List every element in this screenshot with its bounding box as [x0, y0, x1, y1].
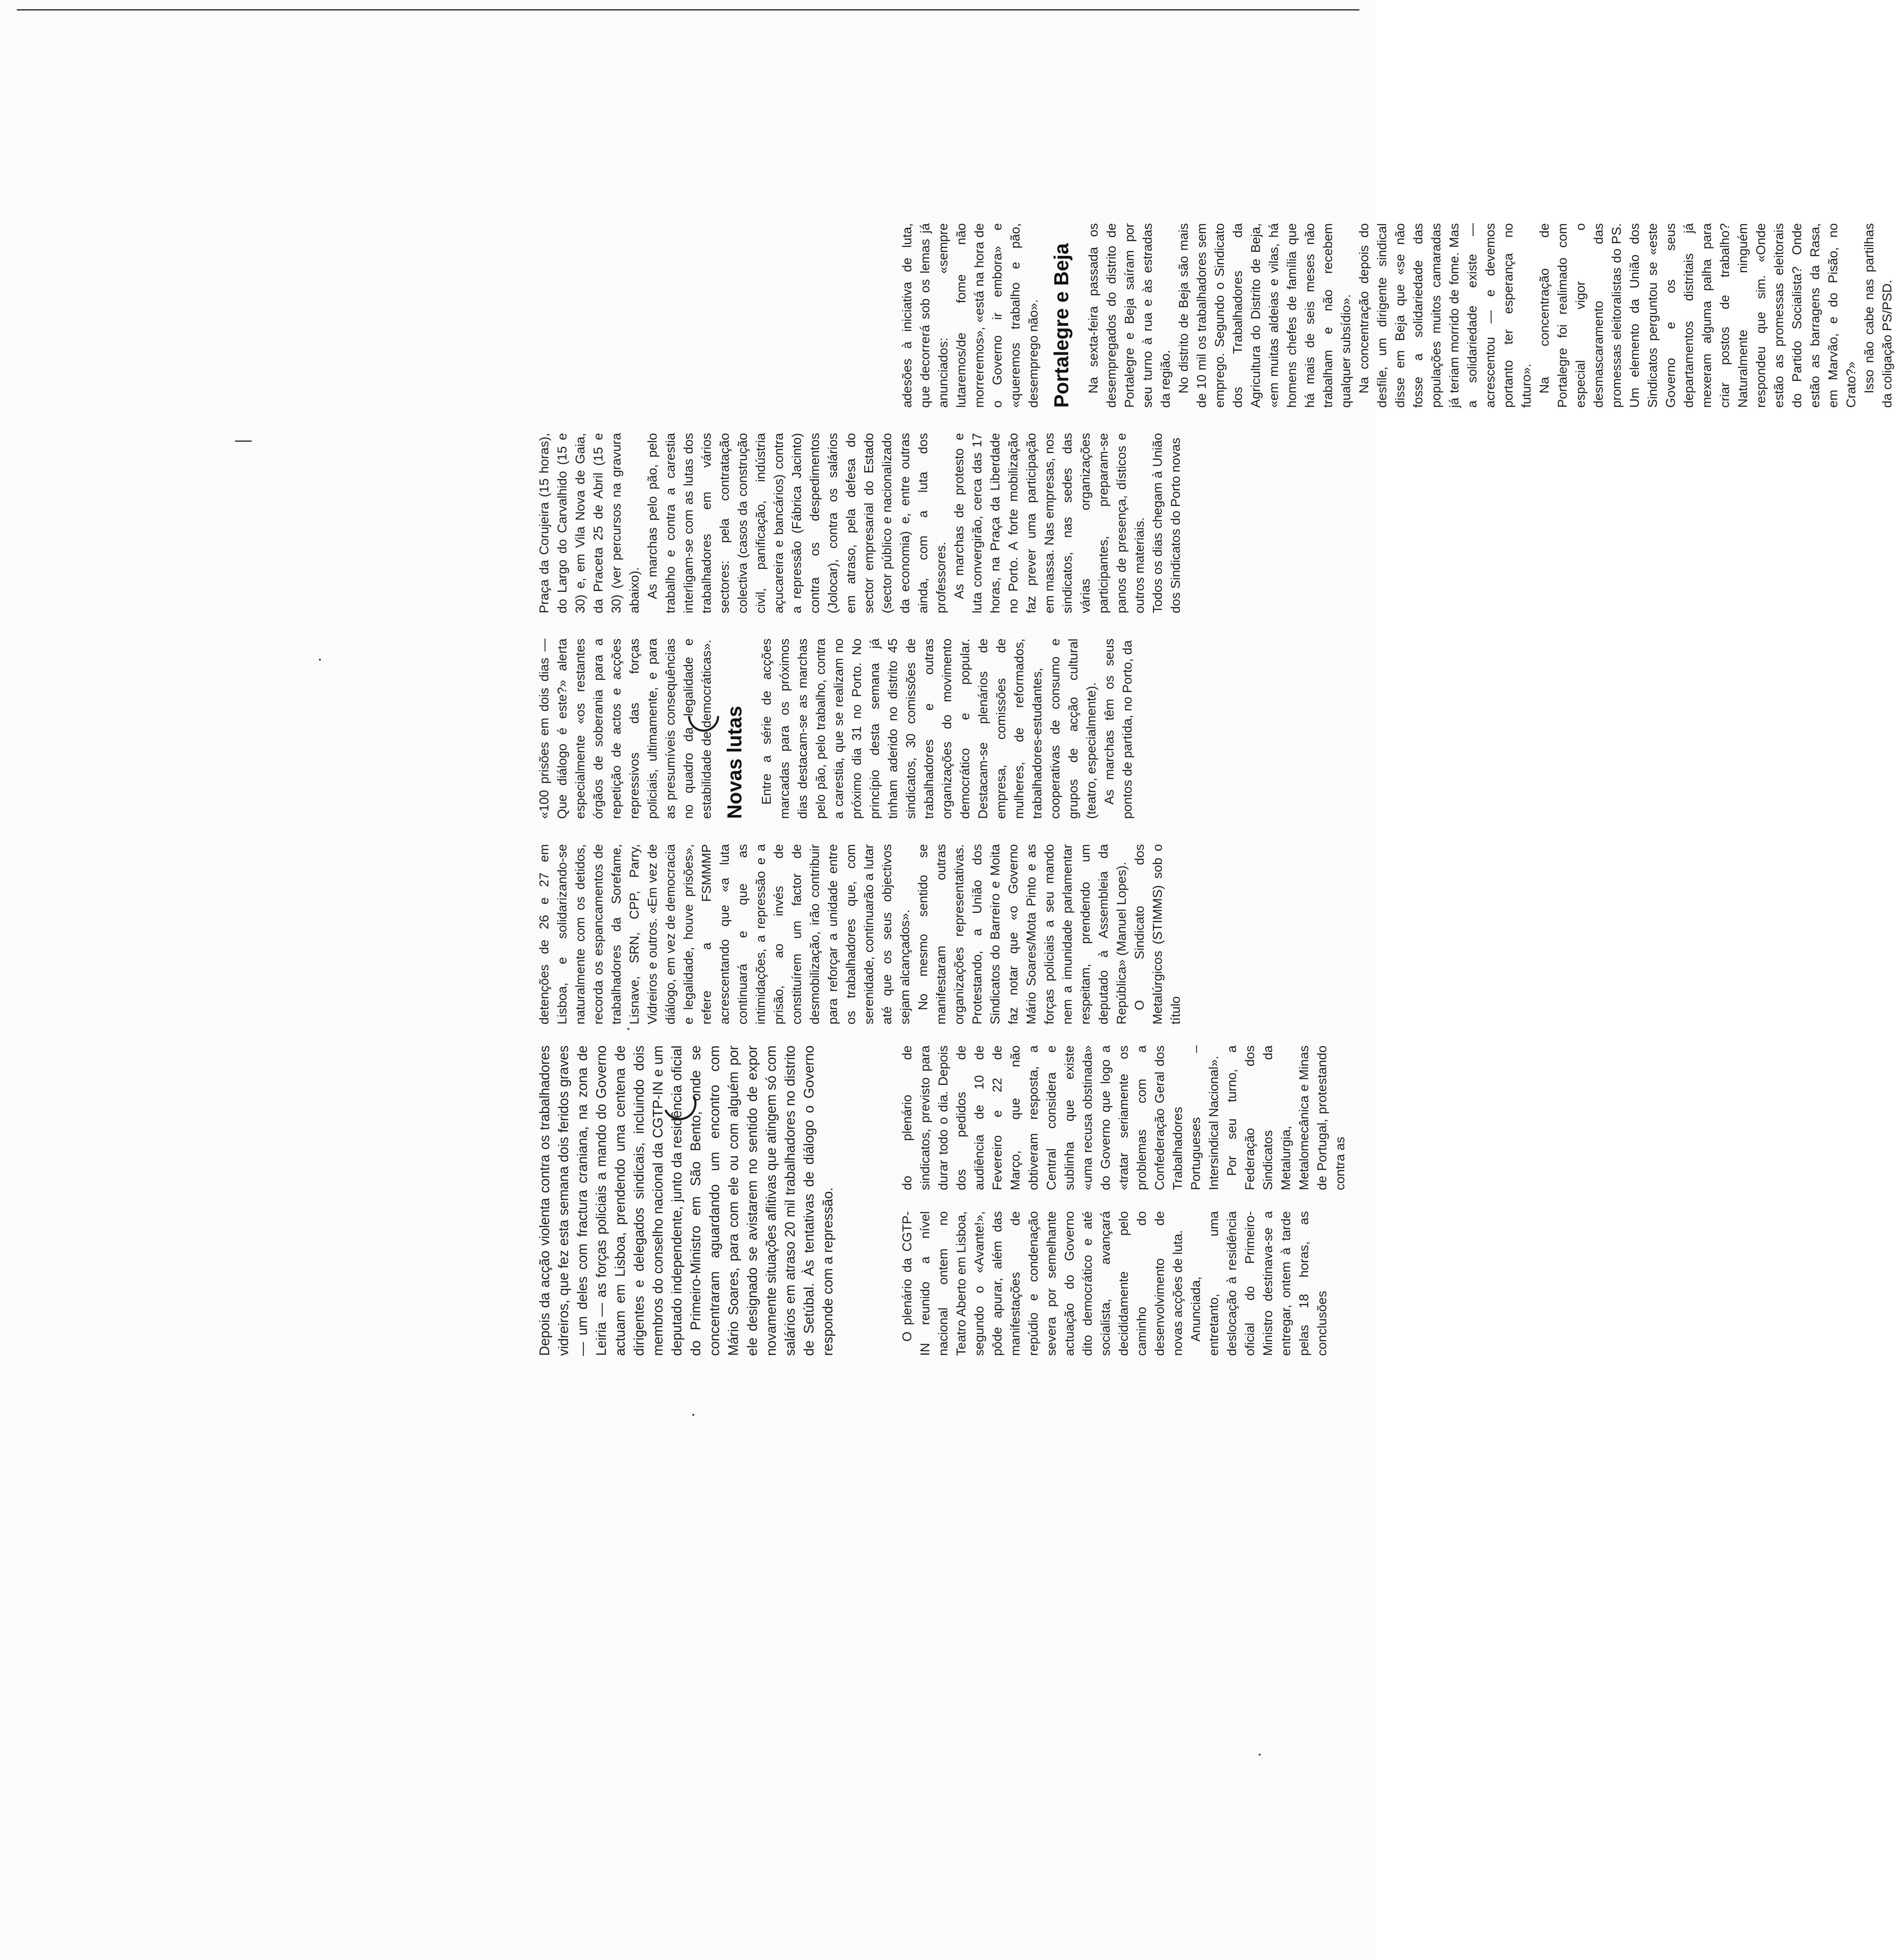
col5-paragraph: As marchas de protesto e luta convergirão, cerca das 17 horas, na Praça da Liberdade no Porto. A forte mobilização faz prever uma participação em massa. Nas empresas, nos sindicatos, nas sedes das várias organizações participantes, preparam-se panos de presença, dísticos e outros materiais. — [952, 433, 1147, 613]
col5-paragraph: Todos os dias chegam à União dos Sindicatos do Porto novas — [1150, 433, 1183, 613]
col4-intro: «100 prisões em dois dias — Que diálogo é este?» alerta especialmente «os restantes órgãos de soberania para a repetição de actos e acções repressivos das forças policiais, ultimamente, e para as presumíveis consequências no quadro da legalidade e estabilidade de democráticas». — [537, 639, 714, 819]
column-2 — [898, 1045, 1349, 1190]
col4-paragraph: Entre a série de acções marcadas para os próximos dias destacam-se as marchas pelo pão, pelo trabalho, contra a carestia, que se realizam no próximo dia 31 no Porto. No princípio desta semana já tinham aderido no distrito 45 sindicatos, 30 comissões de trabalhadores e outras organizações do movimento democrático e popular. Destacam-se plenários de empresa, comissões de mulheres, de reformados, trabalhadores-estudantes, cooperativas de consumo e grupos de acção cultural (teatro, especialmente). — [759, 639, 1098, 819]
col6-paragraph: Na sexta-feira passada os desempregados do distrito de Portalegre e Beja saíram por seu turno à rua e às estradas da região. — [1086, 223, 1173, 408]
lead-paragraph — [535, 1045, 837, 1356]
column-5 — [535, 433, 1184, 613]
col5-paragraph: Praça da Corujeira (15 horas), do Largo do Carvalhido (15 e 30) e, em Vila Nova de Gaia, da Praceta 25 de Abril (15 e 30) (ver percursos na gravura abaixo). — [537, 433, 642, 613]
col1-paragraph: O plenário da CGTP-IN reunido a nível nacional ontem no Teatro Aberto em Lisboa, segundo o «Avante!», pôde apurar, além das manifestações de repúdio e condenação severa por semelhante actuação do Governo dito democrático e até socialista, avançará decididamente pelo caminho do desenvolvimento de novas acções de luta. — [900, 1211, 1185, 1356]
col6-paragraph: Isso não cabe nas partilhas da coligação PS/PSD. — [1862, 223, 1894, 408]
col1-paragraph: Anunciada, entretanto, uma deslocação à residência oficial do Primeiro-Ministro destinava-se a entregar, ontem à tarde pelas 18 horas, as conclusões — [1188, 1211, 1329, 1356]
lead-text: Depois da acção violenta contra os trabalhadores vidreiros, que fez esta semana dois feridos graves — um deles com fractura craniana, na zona de Leiria — as forças policiais a mando do Governo actuam em Lisboa, prendendo uma centena de dirigentes e delegados sindicais, incluindo dois membros do conselho nacional da CGTP-IN e um deputado independente, junto da residência oficial do Primeiro-Ministro em São Bento, onde se concentraram aguardando um encontro com Mário Soares, para com ele ou com alguém por ele designado se avistarem no sentido de expor novamente situações aflitivas que atingem só com salários em atraso 20 mil trabalhadores no distrito de Setúbal. Às tentativas de diálogo o Governo responde com a repressão. — [537, 1045, 835, 1356]
col2-paragraph: do plenário de sindicatos, previsto para durar todo o dia. Depois dos pedidos de audiência de 10 de Fevereiro e 22 de Março, que não obtiveram resposta, a Central considera e sublinha que existe «uma recusa obstinada» do Governo que logo a «tratar seriamente os problemas com a Confederação Geral dos Trabalhadores Portugueses – Intersindical Nacional». — [900, 1045, 1221, 1190]
col5-paragraph: As marchas pelo pão, pelo trabalho e contra a carestia interligam-se com as lutas dos trabalhadores em vários sectores: pela contratação colectiva (casos da construção civil, panificação, indústria açucareira e bancários) contra a repressão (Fábrica Jacinto) contra os despedimentos (Jolocar), contra os salários em atraso, pela defesa do sector empresarial do Estado (sector público e nacionalizado da economia) e, entre outras ainda, com a luta dos professores. — [645, 433, 948, 613]
col6-paragraph: Na concentração depois do desfile, um dirigente sindical disse em Beja que «se não fosse a solidariedade das populações muitos camaradas já teriam morrido de fome. Mas a solidariedade existe — acrescentou — e devemos portanto ter esperança no futuro». — [1356, 223, 1533, 408]
section-heading-novas-lutas: Novas lutas — [724, 706, 746, 819]
col6-paragraph: Na concentração de Portalegre foi realimado com especial vigor o desmascaramento das promessas eleitoralistas do PS. Um elemento da União dos Sindicatos perguntou se «este Governo e os seus departamentos distritais já mexeram alguma palha para criar postos de trabalho? Naturalmente ninguém respondeu que sim. «Onde estão as promessas eleitorais do Partido Socialista? Onde estão as barragens da Rasa, em Marvão, e do Pisão, no Crato?» — [1537, 223, 1858, 408]
col4-paragraph: As marchas têm os seus pontos de partida, no Porto, da — [1102, 639, 1134, 819]
col3-paragraph: No mesmo sentido se manifestaram outras organizações representativas. Protestando, a União dos Sindicatos do Barreiro e Moita faz notar que «o Governo Mário Soares/Mota Pinto e as forças policiais a seu mando nem a imunidade parlamentar respeitam, prendendo um deputado à Assembleia da República» (Manuel Lopes). — [915, 844, 1129, 1024]
col6-intro: adesões à iniciativa de luta, que decorrerá sob os lemas já anunciados: «sempre lutaremos/de fome não morreremos», «está na hora de o Governo ir embora» e «queremos trabalho e pão, desemprego não». — [900, 223, 1041, 408]
col6-paragraph: No distrito de Beja são mais de 10 mil os trabalhadores sem emprego. Segundo o Sindicato dos Trabalhadores da Agricultura do Distrito de Beja, «em muitas aldeias e vilas, há homens chefes de família que há mais de seis meses não trabalham e não recebem qualquer subsídio». — [1176, 223, 1353, 408]
column-3 — [535, 844, 1184, 1024]
column-4 — [535, 639, 1136, 819]
col2-paragraph: Por seu turno, a Federação dos Sindicatos da Metalurgia, Metalomecânica e Minas de Portugal, protestando contra as — [1224, 1045, 1347, 1190]
col3-paragraph: O Sindicato dos Metalúrgicos (STIMMS) sob o título — [1132, 844, 1183, 1024]
col3-paragraph: detenções de 26 e 27 em Lisboa, e solidarizando-se naturalmente com os detidos, recorda os espancamentos de trabalhadores da Sorefame, Lisnave, SRN, CPP, Parry, Vidreiros e outros. «Em vez de diálogo, em vez de democracia e legalidade, houve prisões», refere a FSMMMP acrescentando que «a luta continuará e que as intimidações, a repressão e a prisão, ao invés de constituírem um factor de desmobilização, irão contribuir para reforçar a unidade entre os trabalhadores que, com serenidade, continuarão a lutar até que os seus objectivos sejam alcançados». — [537, 844, 912, 1024]
column-6 — [898, 223, 1896, 408]
section-heading-portalegre-beja: Portalegre e Beja — [1051, 243, 1073, 408]
column-1 — [898, 1211, 1331, 1356]
